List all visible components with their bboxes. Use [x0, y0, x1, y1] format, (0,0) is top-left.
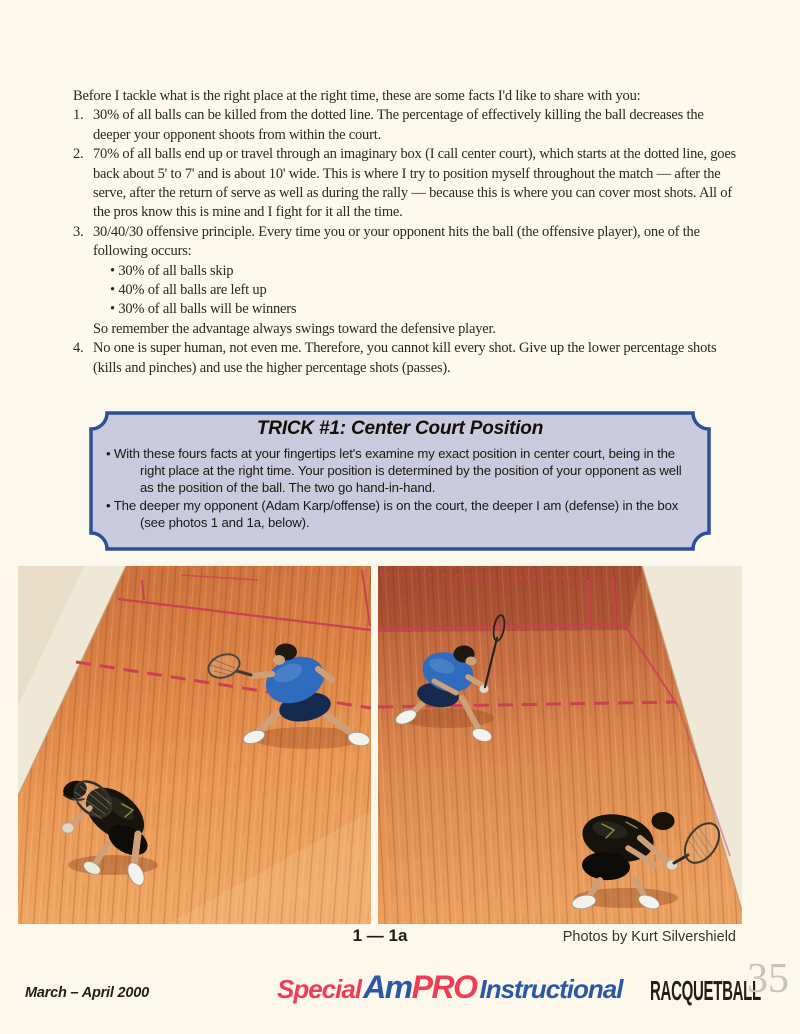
ampro-brand-lockup [277, 969, 622, 1006]
sub-bullet: • 30% of all balls skip [110, 262, 234, 279]
magazine-logo: RACQUETBALL [650, 976, 761, 1007]
bullet-icon: • [110, 282, 115, 299]
fact-item-2 [73, 145, 741, 223]
fact-text: No one is super human, not even me. Therefore, you cannot kill every shot. Give up the lower percentage shots (kills and pinches) and use the higher percentage shots (passes). [93, 340, 717, 376]
fact-number: 2. [73, 146, 84, 163]
fact-footer: So remember the advantage always swings toward the defensive player. [93, 320, 496, 337]
bullet-icon: • [110, 301, 115, 318]
fact-item-1 [73, 106, 741, 145]
trick-bullet: • With these fours facts at your fingertips let's examine my exact position in center court, being in the right place at the right time. Your position is determined by the position of your opponent as well as the position of the ball. The two go hand-in-hand. [106, 446, 682, 495]
issue-date: March – April 2000 [25, 985, 150, 1001]
court-photo-1 [18, 566, 371, 924]
trick-callout-box [88, 410, 712, 552]
bullet-icon: • [106, 446, 111, 461]
brand-special: Special [277, 974, 362, 1004]
brand-pro: PRO [411, 969, 477, 1005]
fact-number: 4. [73, 340, 84, 357]
fact-number: 3. [73, 223, 84, 240]
fact-text: 30/40/30 offensive principle. Every time you or your opponent hits the ball (the offensive player), one of the following occurs: [93, 223, 700, 260]
sub-bullet: • 40% of all balls are left up [110, 282, 267, 299]
brand-instructional: Instructional [479, 974, 623, 1004]
fact-text: 70% of all balls end up or travel through an imaginary box (I call center court), which starts at the dotted line, goes back about 5' to 7' and is about 10' wide. This is where I try to position myself throughout the match — after the serve, after the return of serve as well as during the rally — because this is where you can cover most shots. All of the pros know this is mine and I fight for it all the time. [93, 146, 736, 221]
bullet-icon: • [106, 498, 111, 513]
trick-bullet: • The deeper my opponent (Adam Karp/offense) is on the court, the deeper I am (defense) in the box (see photos 1 and 1a, below). [106, 498, 679, 530]
trick-content [88, 410, 712, 531]
facts-section [73, 87, 741, 378]
photo-credit: Photos by Kurt Silvershield [562, 929, 736, 945]
page-number: 35 [747, 956, 789, 1002]
photo-caption: 1 — 1a [352, 926, 408, 945]
court-photo-1a [378, 566, 742, 924]
fact-item-3 [73, 223, 741, 339]
fact-item-4 [73, 339, 741, 378]
sub-bullet: • 30% of all balls will be winners [110, 301, 297, 318]
trick-title: TRICK #1: Center Court Position [256, 418, 544, 439]
fact-sub-bullets [93, 262, 741, 320]
brand-am: Am [363, 969, 412, 1005]
fact-text: 30% of all balls can be killed from the dotted line. The percentage of effectively killing the ball decreases the deeper your opponent shoots from within the court. [93, 107, 704, 143]
fact-number: 1. [73, 107, 84, 124]
facts-intro: Before I tackle what is the right place at the right time, these are some facts I'd like to share with you: [73, 88, 641, 104]
bullet-icon: • [110, 262, 115, 279]
